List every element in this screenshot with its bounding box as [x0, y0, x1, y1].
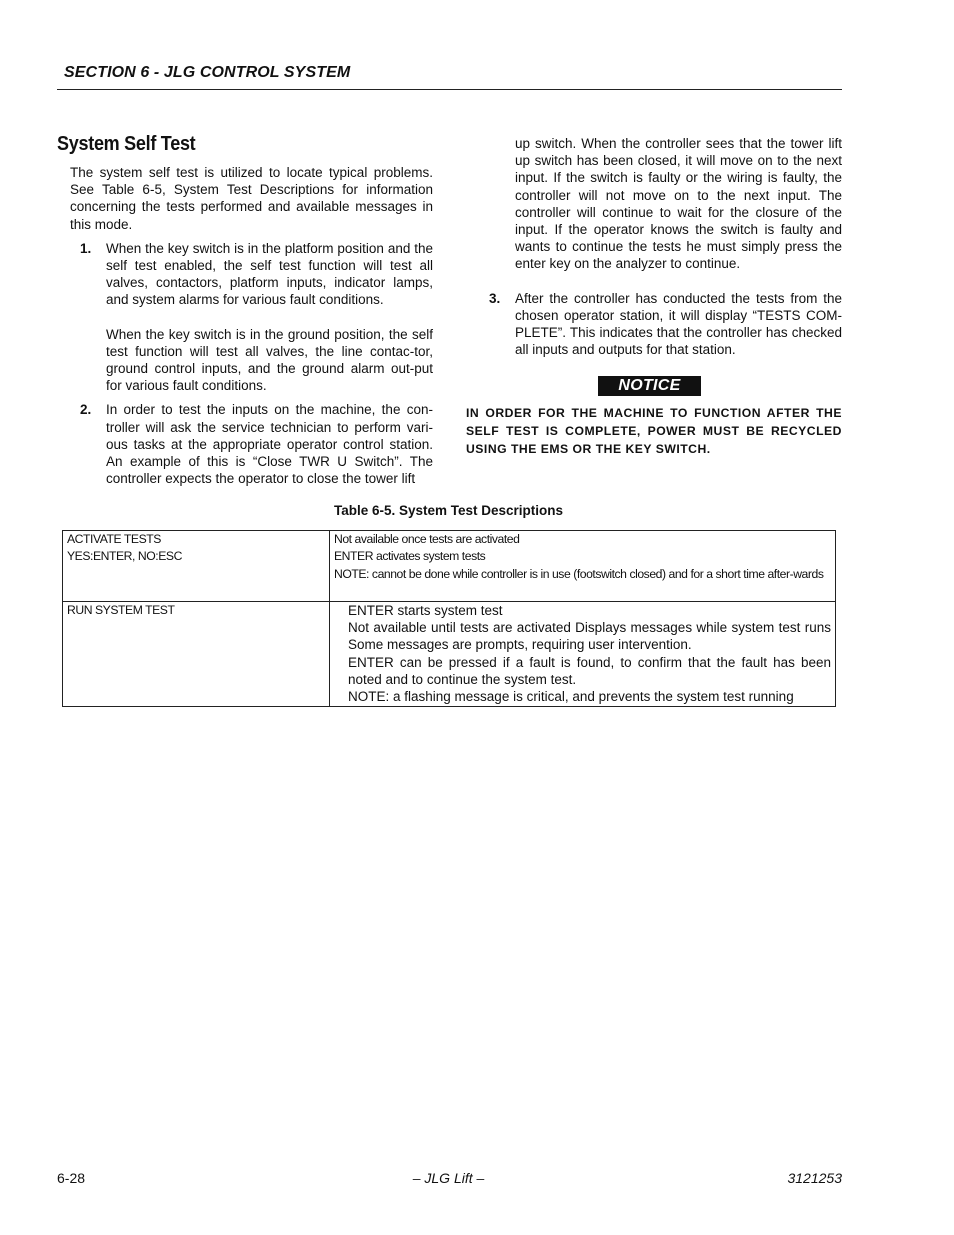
step-1-paragraph-2: When the key switch is in the ground position, the self test function will test all valves, the line contac-tor, ground control inputs, and the ground alarm out-put for various fault conditions.	[106, 326, 433, 394]
page-number: 6-28	[57, 1170, 86, 1186]
table-cell-command	[63, 602, 330, 707]
document-number: 3121253	[787, 1170, 842, 1186]
table-caption: Table 6-5. System Test Descriptions	[333, 503, 564, 518]
description-line: ENTER activates system tests	[334, 549, 486, 564]
table-cell-command	[63, 531, 330, 602]
notice-banner	[466, 376, 842, 395]
header-divider	[57, 89, 842, 90]
description-line: NOTE: a flashing message is critical, and prevents the system test running	[348, 689, 794, 705]
description-line: NOTE: cannot be done while controller is in use (footswitch closed) and for a short time after-wards	[334, 566, 824, 581]
list-item-2-continued	[466, 135, 842, 273]
list-item-3	[466, 290, 842, 359]
right-column	[466, 135, 842, 458]
command-line: ACTIVATE TESTS	[67, 532, 161, 546]
step-3-paragraph-1: After the controller has conducted the tests from the chosen operator station, it will display “TESTS COM-PLETE”. This indicates that the controller has checked all inputs and outputs for that station.	[515, 290, 842, 358]
step-1-paragraph-1: When the key switch is in the platform position and the self test enabled, the self test function will test all valves, contactors, platform inputs, indicator lamps, and system alarms for various fault conditions.	[106, 240, 433, 308]
section-heading: System Self Test	[57, 133, 196, 155]
section-header-title: SECTION 6 - JLG CONTROL SYSTEM	[64, 64, 351, 81]
step-2-paragraph-2: up switch. When the controller sees that the tower lift up switch has been closed, it will move on to the next input. If the switch is faulty or the wiring is faulty, the controller will not move on to the next input. The controller will continue to wait for the closure of the input. If the operator knows the switch is faulty and wants to continue the tests he must simply press the enter key on the analyzer to continue.	[515, 136, 842, 272]
table-row	[63, 531, 836, 602]
description-line: Not available once tests are activated	[334, 532, 520, 546]
list-item-1	[57, 240, 433, 395]
step-2-paragraph-1: In order to test the inputs on the machine, the con-troller will ask the service technician to perform vari-ous tasks at the appropriate operator control station. An example of this is “Close TWR U Switch”. The controller expects the operator to close the tower lift	[106, 402, 433, 487]
command-line: YES:ENTER, NO:ESC	[67, 549, 182, 564]
description-line: Not available until tests are activated Displays messages while system test runs Some messages are prompts, requiring user intervention.	[348, 620, 831, 653]
list-number: 1.	[80, 240, 92, 256]
table-row	[63, 602, 836, 707]
description-line: ENTER can be pressed if a fault is found, to confirm that the fault has been noted and to continue the system test.	[348, 654, 831, 687]
notice-label: NOTICE	[598, 376, 700, 395]
list-number: 3.	[489, 290, 501, 306]
notice-text: IN ORDER FOR THE MACHINE TO FUNCTION AFTER THE SELF TEST IS COMPLETE, POWER MUST BE RECYCLED USING THE EMS OR THE KEY SWITCH.	[466, 405, 842, 456]
table-cell-description	[330, 531, 836, 602]
list-number: 2.	[80, 402, 92, 418]
footer-brand: – JLG Lift –	[412, 1170, 485, 1186]
table-cell-description	[330, 602, 836, 707]
intro-paragraph: The system self test is utilized to locate typical problems. See Table 6-5, System Test Descriptions for information concerning the tests performed and available messages in this mode.	[70, 165, 433, 232]
description-line: ENTER starts system test	[348, 603, 503, 618]
command-line: RUN SYSTEM TEST	[67, 603, 175, 617]
list-item-2	[57, 401, 433, 487]
left-column	[57, 132, 433, 487]
system-test-table	[62, 530, 836, 707]
